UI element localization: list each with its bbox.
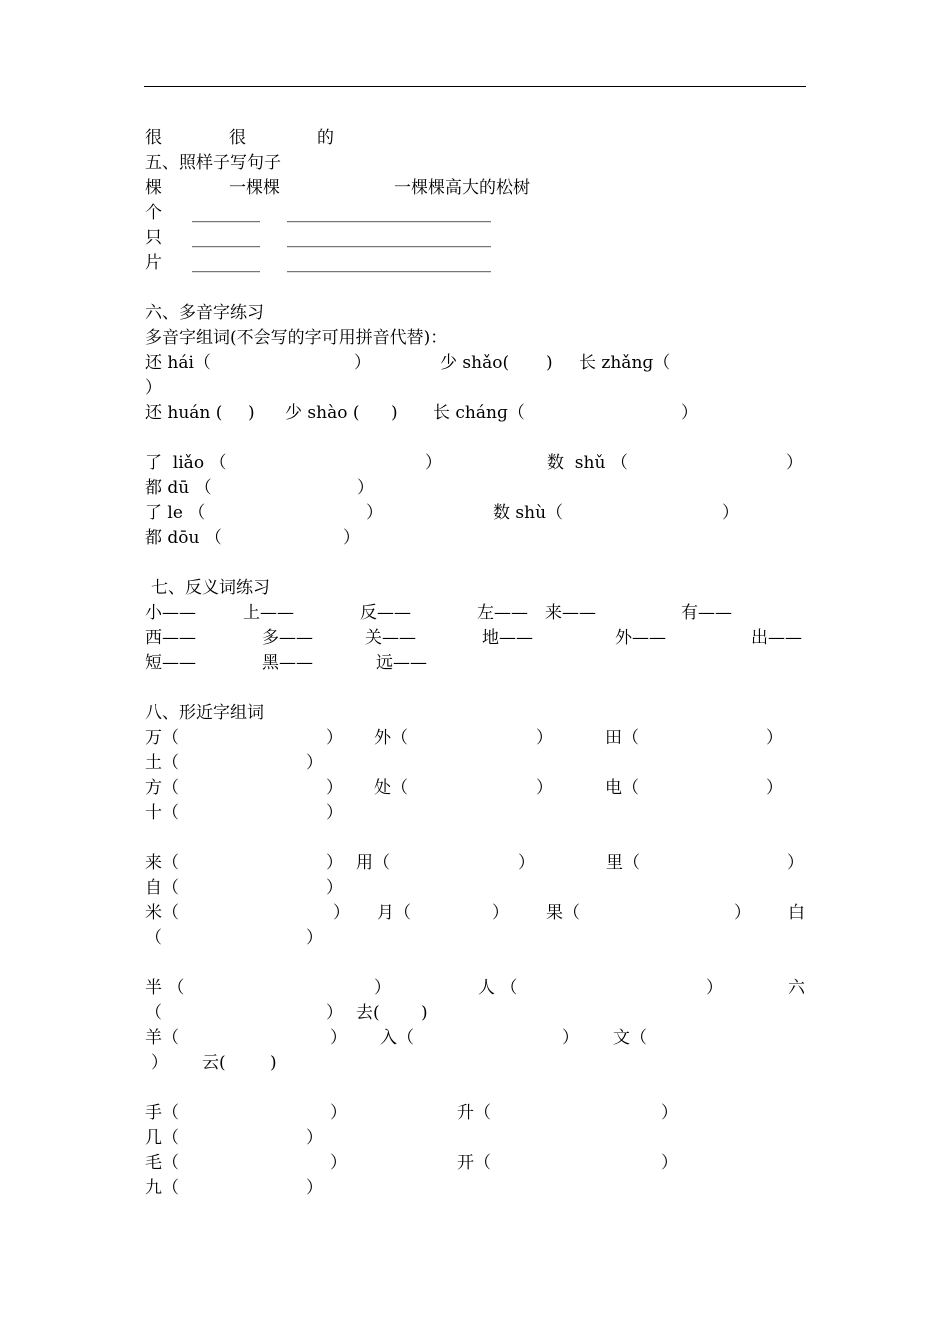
text-fragment: 黑——: [262, 653, 313, 673]
text-fragment: 还 hái（: [145, 353, 211, 373]
text-fragment: 毛（: [145, 1153, 179, 1173]
header-rule: [144, 86, 806, 87]
text-fragment: ）: [562, 1028, 579, 1048]
text-fragment: 七、反义词练习: [151, 578, 270, 598]
text-fragment: 六: [788, 978, 805, 998]
text-fragment: 上——: [243, 603, 294, 623]
text-fragment: 文（: [613, 1028, 647, 1048]
text-fragment: 用（: [356, 853, 390, 873]
text-fragment: ）: [306, 928, 323, 948]
text-fragment: 了 liǎo （: [145, 453, 227, 473]
text-fragment: 一棵棵高大的松树: [394, 178, 530, 198]
text-fragment: ）: [536, 778, 553, 798]
text-fragment: 很: [145, 128, 162, 148]
text-fragment: 八、形近字组词: [145, 703, 264, 723]
text-fragment: 土（: [145, 753, 179, 773]
text-fragment: 多音字组词(不会写的字可用拼音代替)：: [145, 328, 448, 348]
text-fragment: 个: [145, 203, 162, 223]
text-fragment: 里（: [606, 853, 640, 873]
text-fragment: ）: [326, 853, 343, 873]
text-fragment: ）: [661, 1103, 678, 1123]
text-fragment: ）: [366, 503, 383, 523]
text-fragment: ）: [786, 453, 803, 473]
text-fragment: ）: [306, 1128, 323, 1148]
text-fragment: 还 huán (: [145, 403, 223, 423]
text-fragment: 了 le （: [145, 503, 206, 523]
text-fragment: ): [248, 403, 255, 423]
text-fragment: 月（: [377, 903, 411, 923]
text-fragment: 外（: [374, 728, 408, 748]
text-fragment: 田（: [605, 728, 639, 748]
text-fragment: ）: [518, 853, 535, 873]
text-fragment: 升（: [457, 1103, 491, 1123]
text-fragment: 外——: [615, 628, 666, 648]
text-fragment: ）: [330, 1153, 347, 1173]
text-fragment: 棵: [145, 178, 162, 198]
text-fragment: 方（: [145, 778, 179, 798]
text-fragment: （: [145, 1003, 162, 1023]
text-fragment: ）: [787, 853, 804, 873]
text-fragment: 半 （: [145, 978, 185, 998]
text-fragment: ）: [374, 978, 391, 998]
text-fragment: ）: [326, 803, 343, 823]
text-fragment: ________: [192, 203, 260, 223]
text-fragment: ）: [333, 903, 350, 923]
text-fragment: ）: [536, 728, 553, 748]
text-fragment: ）: [330, 1103, 347, 1123]
text-fragment: 数 shù（: [493, 503, 564, 523]
text-fragment: ）: [722, 503, 739, 523]
text-fragment: 云(: [202, 1053, 226, 1073]
text-fragment: ________: [192, 228, 260, 248]
text-fragment: ）: [306, 1178, 323, 1198]
text-fragment: 地——: [482, 628, 533, 648]
text-fragment: 一棵棵: [229, 178, 280, 198]
text-fragment: 远——: [376, 653, 427, 673]
text-fragment: 万（: [145, 728, 179, 748]
text-fragment: ）: [354, 353, 371, 373]
text-fragment: 短——: [145, 653, 196, 673]
text-fragment: 片: [145, 253, 162, 273]
text-fragment: 少 shǎo(: [440, 353, 510, 373]
text-fragment: ）: [681, 403, 698, 423]
text-fragment: 羊（: [145, 1028, 179, 1048]
text-fragment: ）: [766, 728, 783, 748]
text-fragment: 果（: [546, 903, 580, 923]
text-fragment: 少 shào (: [285, 403, 360, 423]
text-fragment: ）: [326, 1003, 343, 1023]
text-fragment: 出——: [751, 628, 802, 648]
text-fragment: ________________________: [287, 253, 491, 273]
text-fragment: 只: [145, 228, 162, 248]
text-fragment: ）: [145, 378, 162, 398]
text-fragment: 入（: [380, 1028, 414, 1048]
text-fragment: 电（: [605, 778, 639, 798]
text-fragment: 左——: [477, 603, 528, 623]
text-fragment: 都 dōu （: [145, 528, 222, 548]
text-fragment: ）: [330, 1028, 347, 1048]
text-fragment: 自（: [145, 878, 179, 898]
text-fragment: 人 （: [478, 978, 518, 998]
text-fragment: 白: [788, 903, 805, 923]
text-fragment: 西——: [145, 628, 196, 648]
text-fragment: ): [391, 403, 398, 423]
text-fragment: ）: [151, 1053, 168, 1073]
text-fragment: 长 chánɡ（: [433, 403, 525, 423]
text-fragment: 来（: [145, 853, 179, 873]
text-fragment: 关——: [365, 628, 416, 648]
text-fragment: ）: [326, 728, 343, 748]
text-fragment: 的: [317, 128, 334, 148]
text-fragment: ）: [661, 1153, 678, 1173]
text-fragment: ）: [425, 453, 442, 473]
text-fragment: （: [145, 928, 162, 948]
text-fragment: 数 shǔ （: [547, 453, 628, 473]
text-fragment: 来——: [545, 603, 596, 623]
text-fragment: 反——: [360, 603, 411, 623]
text-fragment: 有——: [681, 603, 732, 623]
text-fragment: 米（: [145, 903, 179, 923]
text-fragment: 几（: [145, 1128, 179, 1148]
text-fragment: 十（: [145, 803, 179, 823]
text-fragment: 五、照样子写句子: [145, 153, 281, 173]
text-fragment: 开（: [457, 1153, 491, 1173]
text-fragment: 手（: [145, 1103, 179, 1123]
text-fragment: ）: [706, 978, 723, 998]
text-fragment: 都 dū （: [145, 478, 212, 498]
text-fragment: ): [270, 1053, 277, 1073]
text-fragment: 多——: [262, 628, 313, 648]
text-fragment: 处（: [374, 778, 408, 798]
text-fragment: 九（: [145, 1178, 179, 1198]
text-fragment: ）: [492, 903, 509, 923]
text-fragment: ）: [326, 778, 343, 798]
text-fragment: ________: [192, 253, 260, 273]
text-fragment: ）: [766, 778, 783, 798]
text-fragment: 六、多音字练习: [145, 303, 264, 323]
text-fragment: ________________________: [287, 228, 491, 248]
text-fragment: ): [421, 1003, 428, 1023]
text-fragment: ）: [734, 903, 751, 923]
text-fragment: ）: [343, 528, 360, 548]
text-fragment: ）: [357, 478, 374, 498]
text-fragment: 小——: [145, 603, 196, 623]
text-fragment: 很: [229, 128, 246, 148]
text-fragment: ）: [306, 753, 323, 773]
text-fragment: ): [546, 353, 553, 373]
text-fragment: 去(: [356, 1003, 380, 1023]
text-fragment: ）: [326, 878, 343, 898]
text-fragment: ________________________: [287, 203, 491, 223]
text-fragment: 长 zhǎnɡ（: [579, 353, 671, 373]
